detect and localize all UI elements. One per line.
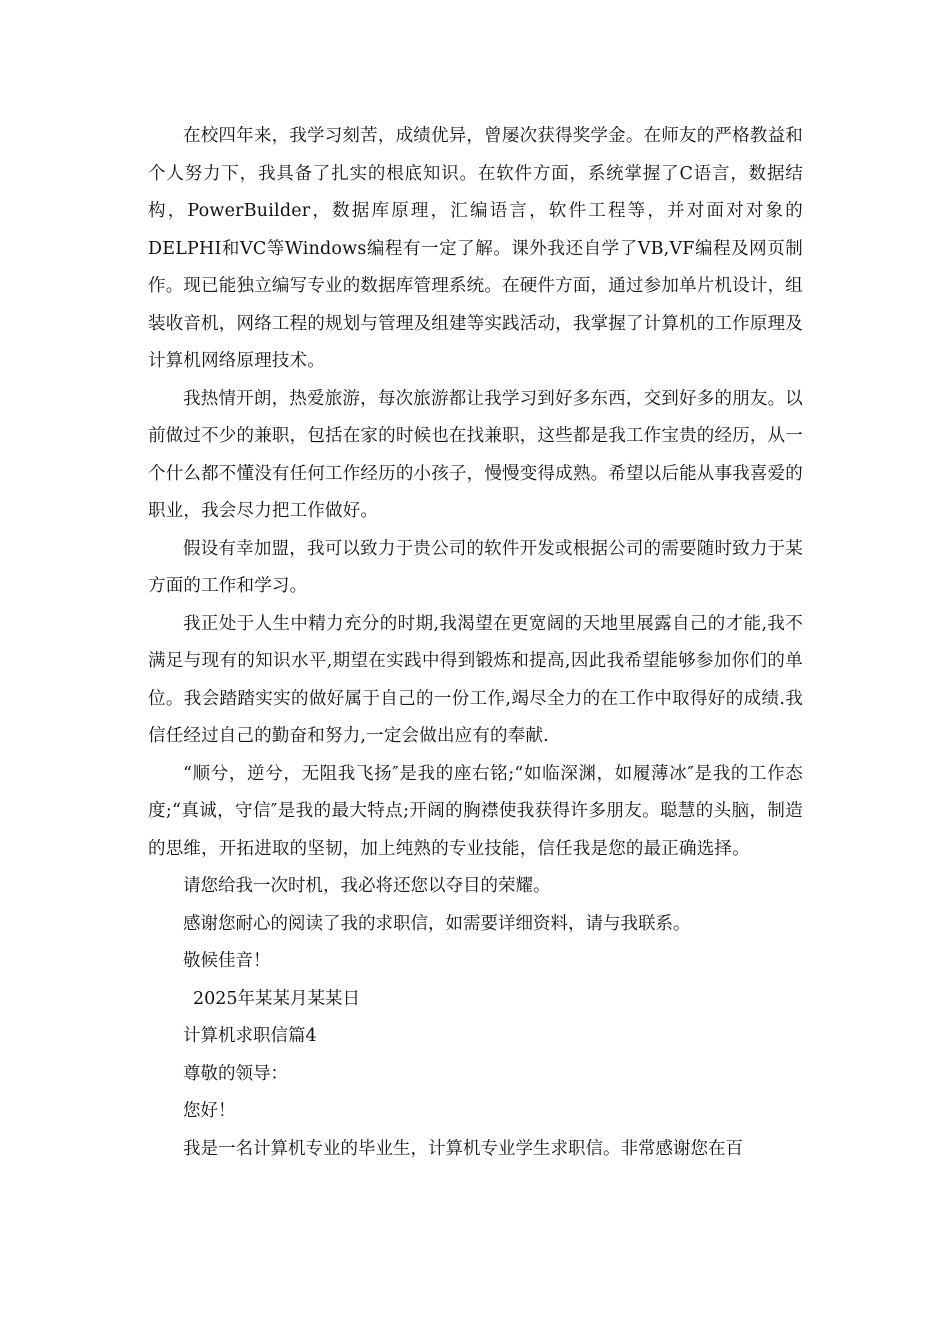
- greeting-line: 您好！: [183, 1101, 236, 1121]
- paragraph-ambition: 我正处于人生中精力充分的时期,我渴望在更宽阔的天地里展露自己的才能,我不满足与现有的知识水平,期望在实践中得到锻炼和提高,因此我希望能够参加你们的单位。我会踏踏实实的做好属于自己的一份工作,竭尽全力的在工作中取得好的成绩.我信任经过自己的勤奋和努力,一定会做出应有的奉献.: [148, 613, 803, 746]
- paragraph-education: 在校四年来，我学习刻苦，成绩优异，曾屡次获得奖学金。在师友的严格教益和个人努力下，我具备了扎实的根底知识。在软件方面，系统掌握了C语言，数据结构，PowerBuilder，数据库原理，汇编语言，软件工程等，并对面对对象的DELPHI和VC等Windows编程有一定了解。课外我还自学了VB,VF编程及网页制作。现已能独立编写专业的数据库管理系统。在硬件方面，通过参加单片机设计，组装收音机，网络工程的规划与管理及组建等实践活动，我掌握了计算机的工作原理及计算机网络原理技术。: [148, 126, 803, 371]
- closing-line: 敬候佳音！: [183, 951, 271, 971]
- request-line: 请您给我一次时机，我必将还您以夺目的荣耀。: [183, 876, 551, 896]
- intro-line: 我是一名计算机专业的毕业生，计算机专业学生求职信。非常感谢您在百: [183, 1138, 743, 1159]
- paragraph-join: 假设有幸加盟，我可以致力于贵公司的软件开发或根据公司的需要随时致力于某方面的工作和学习。: [148, 538, 803, 596]
- thanks-line: 感谢您耐心的阅读了我的求职信，如需要详细资料，请与我联系。: [183, 913, 691, 934]
- document-page: [148, 118, 803, 1168]
- salutation-line: 尊敬的领导：: [183, 1063, 288, 1084]
- paragraph-personality: 我热情开朗，热爱旅游，每次旅游都让我学习到好多东西，交到好多的朋友。以前做过不少的兼职，包括在家的时候也在找兼职，这些都是我工作宝贵的经历，从一个什么都不懂没有任何工作经历的小孩子，慢慢变得成熟。希望以后能从事我喜爱的职业，我会尽力把工作做好。: [148, 388, 803, 521]
- date-line: 2025年某某月某某日: [193, 988, 361, 1009]
- paragraph-motto: “顺兮，逆兮，无阻我飞扬″是我的座右铭;“如临深渊，如履薄冰″是我的工作态度;“真诚，守信″是我的最大特点;开阔的胸襟使我获得许多朋友。聪慧的头脑，制造的思维，开拓进取的坚韧，加上纯熟的专业技能，信任我是您的最正确选择。: [148, 763, 803, 859]
- section-title: 计算机求职信篇4: [183, 1026, 317, 1046]
